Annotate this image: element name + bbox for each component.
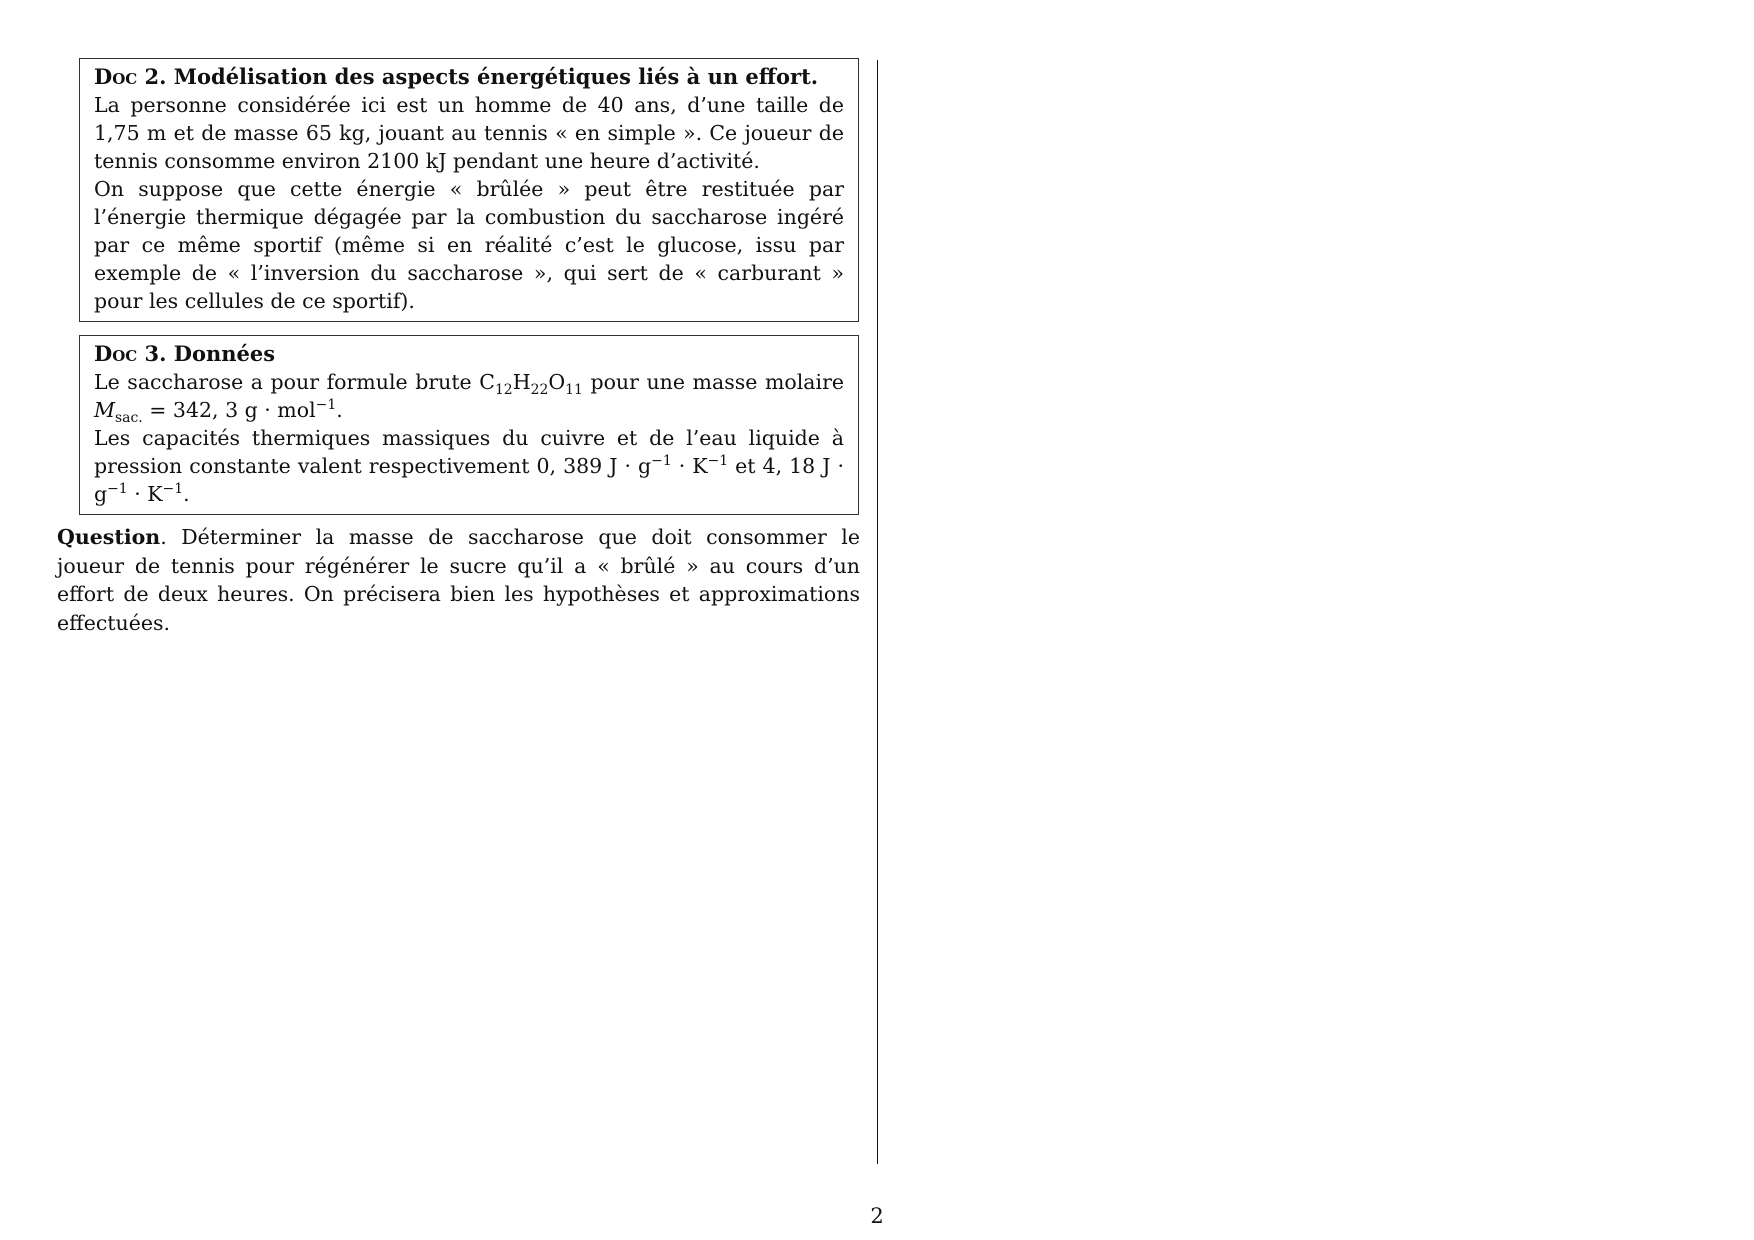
capacity-mid-3: · K: [127, 482, 163, 506]
molar-mass-exponent: −1: [315, 397, 337, 414]
capacity-text: Les capacités thermiques massiques du cuivre et de l’eau liquide à pression constante valent respectivement 0, 389 J · g: [94, 426, 844, 478]
capacity-end: .: [183, 482, 190, 506]
formula-o: O: [548, 370, 566, 394]
formula-sub-h: 22: [530, 382, 549, 399]
doc3-formula-paragraph: [94, 368, 844, 427]
formula-sub-c: 12: [494, 382, 513, 399]
capacity-mid-1: · K: [671, 454, 708, 478]
left-column: [57, 58, 862, 637]
formula-intro: Le saccharose a pour formule brute C: [94, 370, 495, 394]
page-number: 2: [870, 1204, 884, 1228]
capacity-exp-1: −1: [651, 453, 672, 470]
column-divider: [877, 60, 878, 1164]
molar-mass-value: = 342, 3 g · mol: [142, 398, 316, 422]
capacity-mid-2: et 4, 18 J · g: [94, 454, 844, 506]
doc2-title: [94, 63, 844, 91]
question-paragraph: [57, 523, 860, 637]
capacity-exp-2: −1: [707, 453, 729, 470]
molar-mass-end: .: [336, 398, 343, 422]
doc3-capacity-paragraph: [94, 424, 844, 508]
question-text: . Déterminer la masse de saccharose que doit consommer le joueur de tennis pour régénérer le sucre qu’il a « brûlé » au cours d’un effort de deux heures. On précisera bien les hypothèses et approximations effectuées.: [57, 525, 860, 635]
doc3-heading: 3. Données: [137, 341, 276, 366]
doc2-heading: 2. Modélisation des aspects énergétiques liés à un effort.: [137, 64, 819, 89]
molar-mass-subscript: sac.: [115, 410, 143, 427]
formula-sub-o: 11: [565, 382, 583, 399]
doc3-title: [94, 340, 844, 368]
doc2-box: [79, 58, 859, 322]
capacity-exp-3: −1: [107, 481, 128, 498]
molar-mass-symbol: M: [94, 398, 115, 422]
doc2-paragraph-2: On suppose que cette énergie « brûlée » peut être restituée par l’énergie thermique dégagée par la combustion du saccharose ingéré par ce même sportif (même si en réalité c’est le glucose, issu par exemple de « l’inversion du saccharose », qui sert de « carburant » pour les cellules de ce sportif).: [94, 177, 844, 313]
doc3-prefix: Doc: [94, 341, 138, 366]
formula-outro: pour une masse molaire: [582, 370, 844, 394]
question-label: Question: [57, 525, 161, 549]
doc2-paragraph-1: La personne considérée ici est un homme de 40 ans, d’une taille de 1,75 m et de masse 65 kg, jouant au tennis « en simple ». Ce joueur de tennis consomme environ 2100 kJ pendant une heure d’activité.: [94, 93, 844, 173]
capacity-exp-4: −1: [162, 481, 184, 498]
formula-h: H: [512, 370, 531, 394]
doc3-box: [79, 335, 859, 515]
doc2-prefix: Doc: [94, 64, 138, 89]
